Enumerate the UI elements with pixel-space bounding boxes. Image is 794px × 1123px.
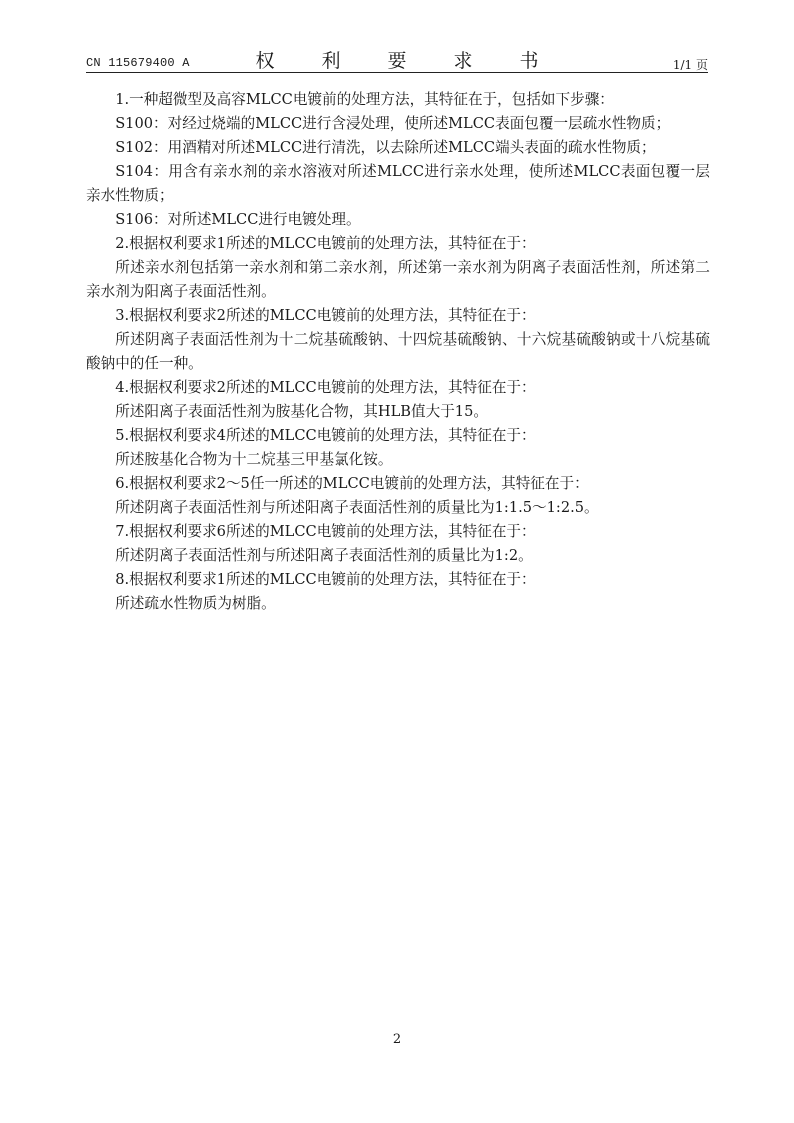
claim-8-intro: 8.根据权利要求1所述的MLCC电镀前的处理方法，其特征在于： bbox=[115, 571, 536, 588]
claim-1-step-s104: S104：用含有亲水剂的亲水溶液对所述MLCC进行亲水处理，使所述MLCC表面包覆一层亲水性物质； bbox=[86, 163, 710, 204]
page-header bbox=[86, 46, 708, 72]
claim-6-body: 所述阴离子表面活性剂与所述阳离子表面活性剂的质量比为1:1.5～1:2.5。 bbox=[115, 499, 599, 516]
claim-3-intro: 3.根据权利要求2所述的MLCC电镀前的处理方法，其特征在于： bbox=[115, 307, 536, 324]
claim-5-intro: 5.根据权利要求4所述的MLCC电镀前的处理方法，其特征在于： bbox=[115, 427, 536, 444]
claim-5-body: 所述胺基化合物为十二烷基三甲基氯化铵。 bbox=[115, 451, 393, 468]
publication-number: CN 115679400 A bbox=[86, 56, 190, 70]
claim-1-step-s106: S106：对所述MLCC进行电镀处理。 bbox=[115, 211, 361, 228]
document-title: 权 利 要 求 书 bbox=[255, 50, 553, 72]
claim-7-body: 所述阴离子表面活性剂与所述阳离子表面活性剂的质量比为1:2。 bbox=[115, 547, 533, 564]
claim-8-body: 所述疏水性物质为树脂。 bbox=[115, 595, 276, 612]
claim-3-body: 所述阴离子表面活性剂为十二烷基硫酸钠、十四烷基硫酸钠、十六烷基硫酸钠或十八烷基硫酸钠中的任一种。 bbox=[86, 331, 710, 372]
claim-1-step-s102: S102：用酒精对所述MLCC进行清洗，以去除所述MLCC端头表面的疏水性物质； bbox=[115, 139, 656, 156]
page-info: 1/1 页 bbox=[672, 58, 708, 72]
claim-7-intro: 7.根据权利要求6所述的MLCC电镀前的处理方法，其特征在于： bbox=[115, 523, 536, 540]
claim-4-body: 所述阳离子表面活性剂为胺基化合物，其HLB值大于15。 bbox=[115, 403, 488, 420]
claim-1-step-s100: S100：对经过烧端的MLCC进行含浸处理，使所述MLCC表面包覆一层疏水性物质； bbox=[115, 115, 671, 132]
claim-2-intro: 2.根据权利要求1所述的MLCC电镀前的处理方法，其特征在于： bbox=[115, 235, 536, 252]
claim-1-intro: 1.一种超微型及高容MLCC电镀前的处理方法，其特征在于，包括如下步骤： bbox=[115, 91, 614, 108]
header-rule bbox=[86, 72, 708, 73]
page-number: 2 bbox=[392, 1032, 402, 1047]
claim-4-intro: 4.根据权利要求2所述的MLCC电镀前的处理方法，其特征在于： bbox=[115, 379, 536, 396]
claims-body bbox=[86, 88, 710, 616]
claim-2-body: 所述亲水剂包括第一亲水剂和第二亲水剂，所述第一亲水剂为阴离子表面活性剂，所述第二亲水剂为阳离子表面活性剂。 bbox=[86, 259, 710, 300]
claim-6-intro: 6.根据权利要求2～5任一所述的MLCC电镀前的处理方法，其特征在于： bbox=[115, 475, 589, 492]
